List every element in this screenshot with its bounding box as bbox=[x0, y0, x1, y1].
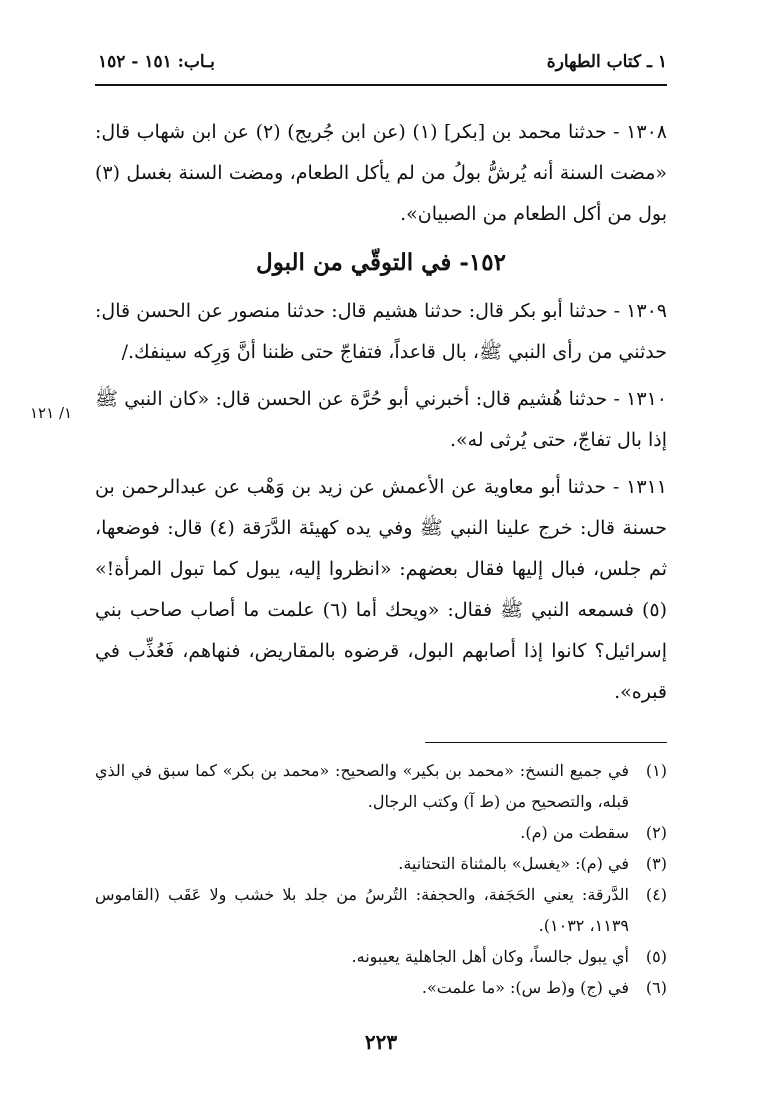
footnote-text: سقطت من (م). bbox=[520, 823, 629, 842]
footnote-text: أي يبول جالساً، وكان أهل الجاهلية يعيبونه. bbox=[351, 947, 629, 966]
margin-note: ١/ ١٢١ bbox=[30, 404, 73, 422]
footnote-number: (٤) bbox=[645, 885, 667, 904]
footnote-number: (١) bbox=[645, 761, 667, 780]
footnote bbox=[95, 817, 667, 848]
hadith-1311: ١٣١١ - حدثنا أبو معاوية عن الأعمش عن زيد بن وَهْب عن عبدالرحمن بن حسنة قال: خرج علينا النبي ﷺ وفي يده كهيئة الدَّرَقة (٤) قال: فوضعها، ثم جلس، فبال إليها فقال بعضهم: «انظروا إليه، يبول كما تبول المرأة!» (٥) فسمعه النبي ﷺ فقال: «ويحك أما (٦) علمت ما أصاب صاحب بني إسرائيل؟ كانوا إذا أصابهم البول، قرضوه بالمقاريض، فنهاهم، فَعُذِّب في قبره». bbox=[95, 476, 668, 703]
footnote bbox=[95, 879, 667, 941]
footnote-number: (٣) bbox=[645, 854, 667, 873]
footnote-rule bbox=[425, 742, 667, 743]
hadith-1308: ١٣٠٨ - حدثنا محمد بن [بكر] (١) (عن ابن جُريج) (٢) عن ابن شهاب قال: «مضت السنة أنه يُرشُّ بولُ من لم يأكل الطعام، ومضت السنة بغسل (٣) بول من أكل الطعام من الصبيان». bbox=[95, 121, 667, 225]
page-number: ٢٢٣ bbox=[364, 1030, 398, 1054]
running-header-chapter: ١ ـ كتاب الطهارة bbox=[546, 52, 667, 72]
footnote-text: في جميع النسخ: «محمد بن بكير» والصحيح: «محمد بن بكر» كما سبق في الذي قبله، والتصحيح من (ط آ) وكتب الرجال. bbox=[95, 761, 629, 811]
footnote-number: (٦) bbox=[645, 978, 667, 997]
footnote bbox=[95, 848, 667, 879]
footnote bbox=[95, 941, 667, 972]
hadith-1310: ١٣١٠ - حدثنا هُشيم قال: أخبرني أبو حُرَّة عن الحسن قال: «كان النبي ﷺ إذا بال تفاجّ، حتى يُرثى له». bbox=[95, 388, 667, 451]
running-header-section-range: بـاب: ١٥١ - ١٥٢ bbox=[98, 52, 215, 72]
footnotes bbox=[95, 755, 667, 1003]
header-rule bbox=[95, 84, 667, 86]
footnote bbox=[95, 972, 667, 1003]
footnote-text: في (ج) و(ط س): «ما علمت». bbox=[421, 978, 629, 997]
footnote-text: الدَّرقة: يعني الحَجَفة، والحجفة: التُرسُ من جلد بلا خشب ولا عَقَب (القاموس ١١٣٩، ١٠٣٢). bbox=[95, 885, 629, 935]
footnote-text: في (م): «يغسل» بالمثناة التحتانية. bbox=[398, 854, 629, 873]
section-heading: ١٥٢- في التوقّي من البول bbox=[256, 249, 506, 276]
footnote-number: (٥) bbox=[645, 947, 667, 966]
main-text bbox=[95, 112, 667, 719]
footnote-number: (٢) bbox=[645, 823, 667, 842]
hadith-1309: ١٣٠٩ - حدثنا أبو بكر قال: حدثنا هشيم قال: حدثنا منصور عن الحسن قال: حدثني من رأى النبي ﷺ، بال قاعداً، فتفاجّ حتى ظننا أنَّ وَرِكه سينفك./ bbox=[95, 300, 667, 363]
footnote bbox=[95, 755, 667, 817]
